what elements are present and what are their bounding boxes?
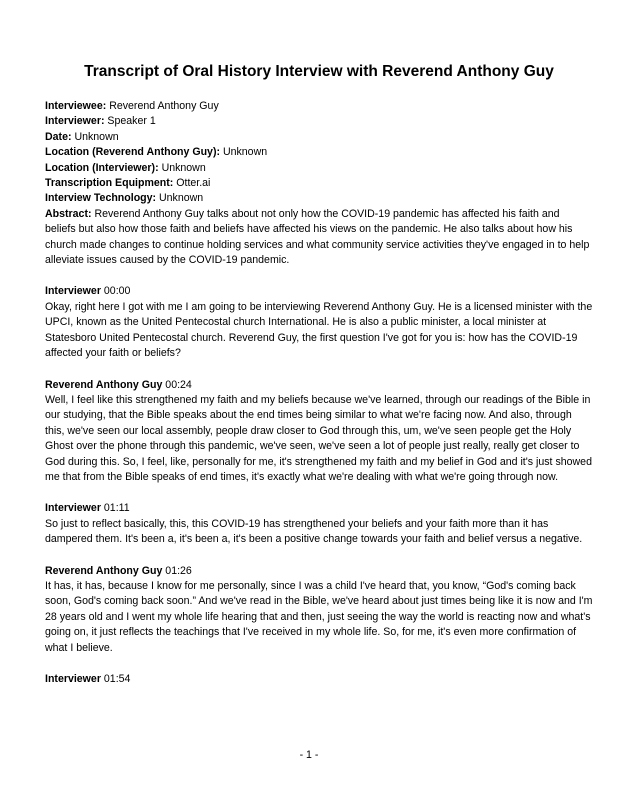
speaker-timestamp: 00:00	[103, 285, 131, 298]
metadata-label: Location (Reverend Anthony Guy):	[45, 146, 220, 159]
metadata-row-location-interviewee	[45, 145, 593, 160]
metadata-list	[45, 99, 593, 207]
transcript-paragraph: Okay, right here I got with me I am going to be interviewing Reverend Anthony Guy. He is a licensed minister with the UPCI, known as the United Pentecostal church International. He is also a public minister, a local minister at Statesboro United Pentecostal church. Reverend Guy, the first question I've got for you is: how has the COVID-19 affected your faith or beliefs?	[45, 300, 593, 360]
metadata-row-location-interviewer	[45, 161, 593, 176]
metadata-row-interviewer	[45, 114, 593, 129]
transcript-section	[45, 672, 593, 687]
metadata-value: Unknown	[159, 192, 204, 205]
speaker-heading	[45, 564, 593, 579]
transcript-section	[45, 378, 593, 486]
metadata-label: Date:	[45, 130, 72, 143]
speaker-heading	[45, 378, 593, 393]
metadata-label: Location (Interviewer):	[45, 161, 159, 174]
speaker-heading	[45, 284, 593, 299]
speaker-name: Interviewer	[45, 673, 101, 685]
metadata-value: Unknown	[74, 130, 119, 143]
speaker-timestamp: 00:24	[165, 378, 192, 391]
speaker-timestamp: 01:26	[165, 564, 192, 577]
speaker-name: Reverend Anthony Guy	[45, 378, 163, 391]
page-title: Transcript of Oral History Interview with Reverend Anthony Guy	[84, 63, 554, 80]
transcript-paragraph: Well, I feel like this strengthened my faith and my beliefs because we've learned, through our readings of the Bible in our studying, that the Bible speaks about the end times being similar to what we're facing now. And also, through this, we've seen our local assembly, people draw closer to God through this, um, we've seen people get the Holy Ghost over the phone through this pandemic, we've seen, we've seen a lot of people just really, really get closer to God during this. So, I feel, like, personally for me, it's strengthened my faith and my belief in God and it's just showed me that from the Bible speaks of end times, it's exactly what we're dealing with what we're going through now.	[45, 393, 592, 483]
metadata-value: Speaker 1	[107, 115, 156, 128]
metadata-row-interviewee	[45, 99, 593, 114]
transcript-section	[45, 501, 593, 547]
metadata-label: Interviewer:	[45, 115, 105, 128]
speaker-name: Interviewer	[45, 502, 101, 515]
metadata-value: Otter.ai	[176, 177, 211, 190]
metadata-row-interview-technology	[45, 191, 593, 206]
document-content	[45, 62, 593, 687]
speaker-timestamp: 01:11	[103, 502, 130, 515]
metadata-label: Interview Technology:	[45, 192, 157, 205]
speaker-name: Reverend Anthony Guy	[45, 564, 163, 577]
transcript-section	[45, 564, 593, 656]
speaker-heading	[45, 672, 593, 687]
metadata-value: Reverend Anthony Guy	[109, 100, 219, 112]
speaker-name: Interviewer	[45, 285, 101, 298]
abstract-paragraph	[45, 207, 593, 269]
speaker-timestamp: 01:54	[103, 673, 131, 685]
abstract-label: Abstract:	[45, 207, 92, 220]
metadata-value: Unknown	[222, 146, 268, 159]
transcript-paragraph: It has, it has, because I know for me personally, since I was a child I've heard that, you know, “God's coming back soon, God's coming back soon.” And we've read in the Bible, we've heard about just times being like it is now and I'm 28 years old and I went my whole life hearing that and then, just seeing the way the world is reacting now and what's going on, it just reflects the teachings that I've received in my whole life. So, for me, it's even more confirmation of what I believe.	[45, 579, 593, 654]
transcript-section	[45, 284, 593, 361]
metadata-label: Transcription Equipment:	[45, 177, 174, 190]
metadata-row-date	[45, 130, 593, 145]
page-number-footer: - 1 -	[299, 749, 319, 761]
metadata-value: Unknown	[161, 161, 206, 174]
abstract-text: Reverend Anthony Guy talks about not only how the COVID-19 pandemic has affected his faith and beliefs but also how those faith and beliefs have affected his views on the pandemic. He also talks about how his church made changes to continue holding services and what community service activities they've engaged in to help alleviate issues caused by the COVID-19 pandemic.	[45, 207, 590, 267]
metadata-row-transcription-equipment	[45, 176, 593, 191]
transcript-paragraph: So just to reflect basically, this, this COVID-19 has strengthened your beliefs and your faith more than it has dampered them. It's been a, it's been a, it's been a positive change towards your faith and belief versus a negative.	[45, 517, 583, 546]
speaker-heading	[45, 501, 593, 516]
metadata-label: Interviewee:	[45, 100, 107, 112]
